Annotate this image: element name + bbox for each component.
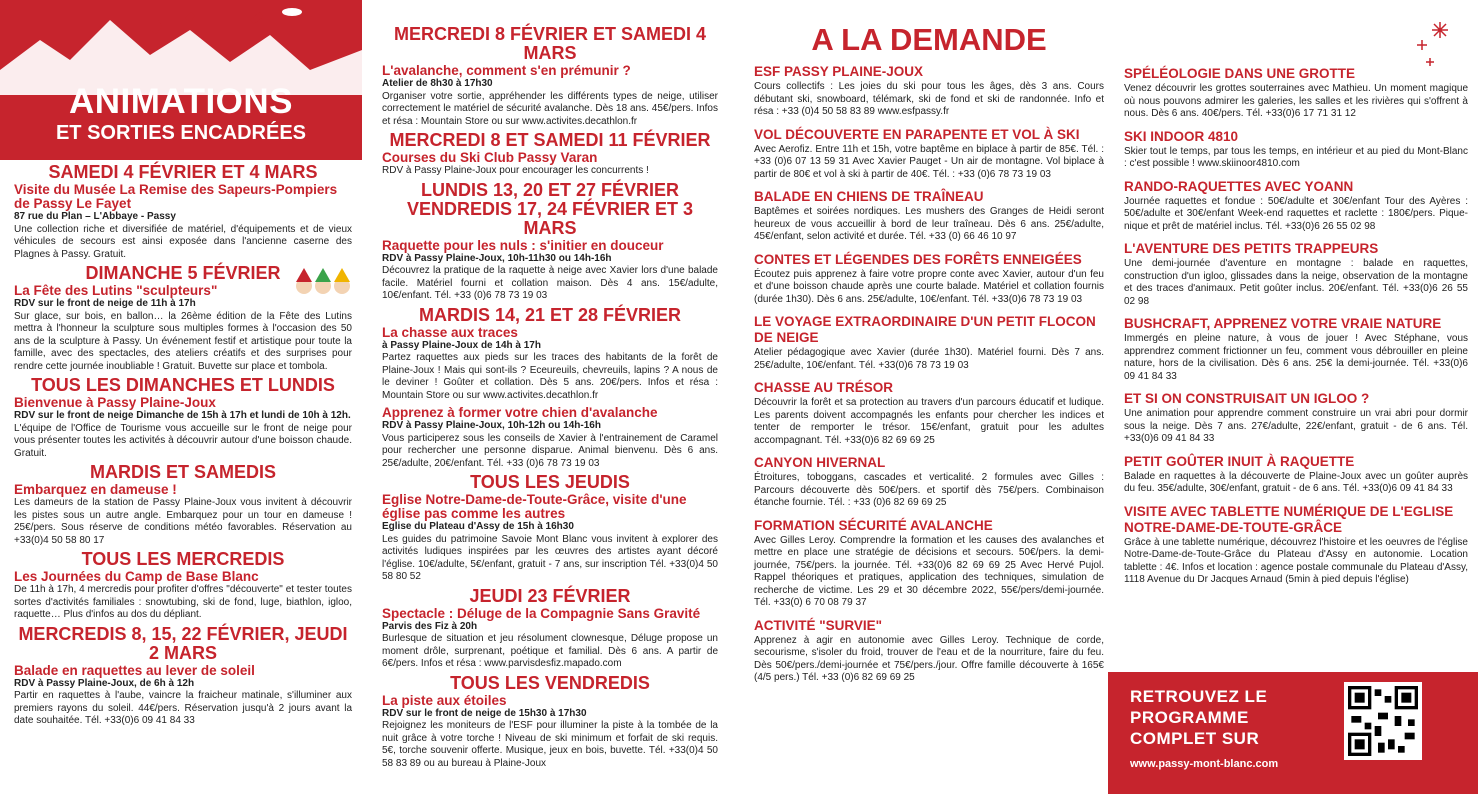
event-block <box>382 131 718 178</box>
activity-description: Étroitures, toboggans, cascades et verticalité. 2 formules avec Gilles : Parcours découverte dès 50€/pers. et sportif dès 75€/pers. Combinaison étanche fournie. Tél. : +33 (0)6 82 69 69 25 <box>754 472 1104 508</box>
activity-block <box>754 518 1104 610</box>
snowflake-icon <box>1410 18 1460 78</box>
activity-description: Balade en raquettes à la découverte de Plaine-Joux avec un goûter auprès du feu. 35€/adulte, 30€/enfant, gratuit - de 6 ans. Tél. +33(0)6 09 41 84 33 <box>1124 470 1468 494</box>
activity-description: Découvrir la forêt et sa protection au travers d'un parcours éducatif et ludique. Les parents doivent accompagnés les enfants pour chercher les indices et tenter de remporter le trésor. 15€/enfant, gratuit pour les adultes accompagnant. Tél. +33(0)6 82 69 69 25 <box>754 397 1104 446</box>
event-name: Les Journées du Camp de Base Blanc <box>14 569 259 584</box>
event-name: Spectacle : Déluge de la Compagnie Sans Gravité <box>382 605 701 621</box>
page-title: ANIMATIONS <box>68 82 294 121</box>
activity-block <box>1124 179 1468 234</box>
activity-block <box>1124 454 1468 496</box>
event-description: Découvrez la pratique de la raquette à neige avec Xavier lors d'une balade facile. Matériel fourni et collation maison. Dès 4 ans. 15€/adulte, 10€/enfant. Tél. +33 (0)6 78 73 19 03 <box>382 265 718 301</box>
activity-title: CONTES ET LÉGENDES DES FORÊTS ENNEIGÉES <box>754 251 1082 267</box>
website-link[interactable]: www.passy-mont-blanc.com <box>1130 758 1279 770</box>
event-date: MERCREDI 8 FÉVRIER ET SAMEDI 4 MARS <box>393 24 707 63</box>
activity-title: CHASSE AU TRÉSOR <box>754 380 894 395</box>
activity-description: Apprenez à agir en autonomie avec Gilles Leroy. Technique de corde, secourisme, s'isoler du froid, trouver de l'eau et de la nourriture, faire du feu. Dès 50€/pers./demi-journée et 75€/pers./jour. Offre famille découverte à 165€ (4/5 pers.) Tél. +33 (0)6 82 69 69 25 <box>754 634 1104 683</box>
event-description: Rejoignez les moniteurs de l'ESF pour illuminer la piste à la tombée de la nuit grâce à votre torche ! Niveau de ski minimum et forfait de ski requis. 5€, torche souvenir offerte. Musique, jeux en bois, buvette. Tél. +33(0)4 50 58 83 89 ou au bureau à Plaine-Joux <box>382 720 718 769</box>
event-location: 87 rue du Plan – L'Abbaye - Passy <box>14 211 176 222</box>
activity-description: Cours collectifs : Les joies du ski pour tous les âges, dès 3 ans. Cours débutant ski, snowboard, télémark, ski de fond et ski de randonnée. Info et résa : +33 (0)4 50 58 83 89 www.esfpassy.fr <box>754 81 1104 117</box>
event-date: LUNDIS 13, 20 ET 27 FÉVRIER VENDREDIS 17, 24 FÉVRIER ET 3 MARS <box>406 179 694 238</box>
event-description: Burlesque de situation et jeu résolument clownesque, Déluge propose un moment drôle, surprenant, poétique et familial. Dès 6 ans. A partir de 6€/pers. Infos et résa : www.parvisdesfiz.mapado.com <box>382 633 718 669</box>
activity-description: Skier tout le temps, par tous les temps, en intérieur et au pied du Mont-Blanc : c'est possible ! www.skiinoor4810.com <box>1124 145 1468 169</box>
event-date: MARDIS 14, 21 ET 28 FÉVRIER <box>418 304 682 325</box>
activity-title: FORMATION SÉCURITÉ AVALANCHE <box>754 517 993 533</box>
event-name: Balade en raquettes au lever de soleil <box>14 662 255 678</box>
event-date: TOUS LES MERCREDIS <box>81 549 285 569</box>
column-events-2 <box>370 0 722 794</box>
event-location: RDV sur le front de neige de 11h à 17h <box>14 298 196 309</box>
section-title: A LA DEMANDE <box>811 22 1047 57</box>
activity-description: Immergés en pleine nature, à vous de jouer ! Avec Stéphane, vous apprendrez comment frictionner un feu, comment vous débrouiller en pleine nature, hors de la civilisation. Dès 6 ans. 25€ la demi-journée. Tél. +33(0)6 09 41 84 33 <box>1124 333 1468 382</box>
promo-banner <box>1108 672 1478 794</box>
event-description: L'équipe de l'Office de Tourisme vous accueille sur le front de neige pour vous présenter toutes les activités à découvrir autour d'une boisson chaude. Gratuit. <box>14 422 352 459</box>
event-date: MERCREDIS 8, 15, 22 FÉVRIER, JEUDI 2 MARS <box>18 623 348 663</box>
qr-code-graphic <box>1348 686 1418 756</box>
activity-title: ET SI ON CONSTRUISAIT UN IGLOO ? <box>1124 391 1370 406</box>
page-subtitle: ET SORTIES ENCADRÉES <box>55 122 307 144</box>
event-block <box>382 587 718 671</box>
event-location: Parvis des Fiz à 20h <box>382 620 478 632</box>
activity-title: CANYON HIVERNAL <box>754 455 886 470</box>
event-date: TOUS LES JEUDIS <box>470 472 630 492</box>
event-name: Eglise Notre-Dame-de-Toute-Grâce, visite d'une église pas comme les autres <box>382 492 687 521</box>
event-name: La chasse aux traces <box>382 324 518 340</box>
activity-title: BALADE EN CHIENS DE TRAÎNEAU <box>754 189 984 204</box>
event-location: à Passy Plaine-Joux de 14h à 17h <box>382 339 541 351</box>
event-name: Raquette pour les nuls : s'initier en douceur <box>382 237 664 253</box>
event-date: DIMANCHE 5 FÉVRIER <box>85 263 281 283</box>
activity-title: VOL DÉCOUVERTE EN PARAPENTE ET VOL À SKI <box>754 126 1080 142</box>
event-block <box>382 181 718 303</box>
event-name: Apprenez à former votre chien d'avalanche <box>382 405 658 420</box>
activity-description: Avec Gilles Leroy. Comprendre la formation et les causes des avalanches et mettre en place une stratégie de décisions et secours. 50€/pers. la demi-journée, 75€/pers. la journée. Tél. +33(0)6 82 69 69 25 Avec Hervé Pujol. Rappel théoriques et pratiques, application des techniques, simulation de recherche de victime. Les 29 et 30 décembre 2022, 55€/pers/demi-journée. Tél. +33(0) 6 70 08 79 37 <box>754 534 1104 608</box>
activity-title: VISITE AVEC TABLETTE NUMÉRIQUE DE L'EGLISE NOTRE-DAME-DE-TOUTE-GRÂCE <box>1124 503 1454 535</box>
activity-block <box>754 127 1104 182</box>
event-name: Bienvenue à Passy Plaine-Joux <box>14 395 216 410</box>
activity-description: Une animation pour apprendre comment construire un vrai abri pour dormir sous la neige. Dès 7 ans. 27€/adulte, 22€/enfant, gratuit - de 6 ans. Tél. +33(0)6 09 41 84 33 <box>1124 408 1468 444</box>
activity-block <box>1124 241 1468 308</box>
event-block <box>14 163 352 261</box>
event-date: SAMEDI 4 FÉVRIER ET 4 MARS <box>48 162 318 182</box>
activity-title: LE VOYAGE EXTRAORDINAIRE D'UN PETIT FLOCON DE NEIGE <box>754 314 1096 345</box>
event-name: La piste aux étoiles <box>382 692 507 708</box>
event-date: MERCREDI 8 ET SAMEDI 11 FÉVRIER <box>389 130 711 150</box>
activity-description: Venez découvrir les grottes souterraines avec Mathieu. Un moment magique où nous pouvons admirer les galeries, les salles et les rivières qui s'offrent à nous. Dès 6 ans. 40€/pers. Tél. +33(0)6 17 71 31 12 <box>1124 83 1468 119</box>
activity-title: PETIT GOÛTER INUIT À RAQUETTE <box>1124 453 1355 469</box>
activity-block <box>754 618 1104 685</box>
event-block <box>382 406 718 470</box>
event-block <box>382 306 718 403</box>
event-name: Embarquez en dameuse ! <box>14 482 177 497</box>
column-a-la-demande-2 <box>1112 0 1478 672</box>
event-location: Atelier de 8h30 à 17h30 <box>382 78 493 89</box>
header-banner <box>0 0 362 160</box>
activity-block <box>754 64 1104 119</box>
activity-block <box>754 189 1104 244</box>
event-block <box>382 674 718 771</box>
event-description: Partez raquettes aux pieds sur les traces des habitants de la forêt de Plaine-Joux ! Mais qui sont-ils ? Eceureuils, chevreuils, lapins ? A nous de le deviner ! Goûter et collation. Dès 5 ans. 20€/pers. Infos et résa : Mountain Store ou sur www.activites.decathlon.fr <box>382 352 718 401</box>
event-date: TOUS LES VENDREDIS <box>450 672 650 693</box>
activity-description: Atelier pédagogique avec Xavier (durée 1h30). Matériel fourni. Dès 7 ans. 25€/adulte, 10€/enfant. Tél. +33(0)6 78 73 19 03 <box>754 347 1104 371</box>
activity-block <box>754 252 1104 307</box>
column-a-la-demande <box>740 0 1108 794</box>
event-block <box>14 550 352 622</box>
event-description: De 11h à 17h, 4 mercredis pour profiter d'offres "découverte" et tester toutes sortes d'activités familiales : snowtubing, ski de fond, luge, biathlon, igloo, raquette… Plus d'infos au dos du dépliant. <box>14 584 352 620</box>
activity-description: Grâce à une tablette numérique, découvrez l'histoire et les oeuvres de l'église Notre-Dame-de-Toute-Grâce du Plateau d'Assy en autonomie. Location tablette : 4€. Infos et location : agence postale communale du Plateau d'Assy, 1118 Avenue du Dr Jacques Arnaud (5min à pied depuis l'église) <box>1124 536 1468 585</box>
activity-title: RANDO-RAQUETTES AVEC YOANN <box>1124 178 1354 194</box>
event-location: RDV à Passy Plaine-Joux, de 6h à 12h <box>14 677 195 689</box>
activity-block <box>1124 504 1468 587</box>
event-description: Partir en raquettes à l'aube, vaincre la fraicheur matinale, s'illuminer aux premiers rayons du soleil. 44€/pers. Réservation jusqu'à 2 jours avant la date souhaitée. Tél. +33(0)6 09 41 84 33 <box>14 690 352 726</box>
activity-title: ACTIVITÉ "SURVIE" <box>754 617 883 633</box>
event-location: RDV à Passy Plaine-Joux, 10h-12h ou 14h-16h <box>382 420 601 431</box>
event-block <box>14 463 352 547</box>
event-block <box>14 376 352 460</box>
event-block <box>14 625 352 728</box>
activity-description: Une demi-journée d'aventure en montagne : balade en raquettes, construction d'un igloo, glissades dans la neige, observation de la montagne et des traces d'animaux. Petit goûter inclus. 20€/enfant. Tél. +33(0)6 26 55 02 98 <box>1124 258 1468 307</box>
event-block <box>382 473 718 584</box>
event-description: Organiser votre sortie, appréhender les différents types de neige, utiliser correctement le matériel de sécurité avalanche. Dès 18 ans. 45€/pers. Infos et résa : Mountain Store ou sur www.activites.decathlon.fr <box>382 90 718 127</box>
event-location: Eglise du Plateau d'Assy de 15h à 16h30 <box>382 521 574 532</box>
column-animations <box>0 0 362 794</box>
activity-title: SKI INDOOR 4810 <box>1124 128 1239 144</box>
event-description: RDV à Passy Plaine-Joux pour encourager les concurrents ! <box>382 165 649 176</box>
event-name: L'avalanche, comment s'en prémunir ? <box>382 63 631 78</box>
activity-description: Journée raquettes et fondue : 50€/adulte et 30€/enfant Tour des Ayères : 50€/adulte et 30€/enfant Week-end raquettes et raclette : 180€/pers. Pique-nique et prêt de matériel inclus. Tél. +33(0)6 26 55 02 98 <box>1124 195 1468 232</box>
activity-title: ESF PASSY PLAINE-JOUX <box>754 64 924 79</box>
activity-block <box>1124 316 1468 383</box>
event-description: Les guides du patrimoine Savoie Mont Blanc vous invitent à explorer des activités ludiques inspirées par les œuvres des artistes ayant décoré l'église. 10€/adulte, 5€/enfant, gratuit - 7 ans, sur inscription Tél. +33(0)4 50 58 80 52 <box>382 533 718 582</box>
promo-text: RETROUVEZ LE PROGRAMME COMPLET SUR <box>1130 687 1268 748</box>
event-name: La Fête des Lutins "sculpteurs" <box>14 283 218 298</box>
activity-block <box>1124 129 1468 171</box>
event-location: RDV à Passy Plaine-Joux, 10h-11h30 ou 14h-16h <box>382 252 612 264</box>
event-block <box>382 25 718 128</box>
activity-block <box>754 314 1104 372</box>
activity-description: Baptêmes et soirées nordiques. Les mushers des Granges de Heidi seront heureux de vous accueillir à bord de leur traîneau. Dès 6 ans. 25€/adulte, 45€/enfant, selon activité et durée. Tél. +33 (0) 66 46 10 97 <box>754 206 1104 242</box>
event-location: RDV sur le front de neige Dimanche de 15h à 17h et lundi de 10h à 12h. <box>14 410 351 421</box>
activity-block <box>754 380 1104 447</box>
activity-title: SPÉLÉOLOGIE DANS UNE GROTTE <box>1124 66 1356 81</box>
event-description: Les dameurs de la station de Passy Plaine-Joux vous invitent à découvrir les pistes sous un autre angle. Embarquez pour un tour en dameuse ! 25€/pers. Sous réserve de conditions météo favorables. Réservation au +33(0)4 50 58 80 17 <box>14 497 352 546</box>
event-name: Visite du Musée La Remise des Sapeurs-Pompiers de Passy Le Fayet <box>14 182 338 211</box>
event-description: Vous participerez sous les conseils de Xavier à l'entrainement de Caramel pour rechercher une personne disparue. Animal bienvenu. Dès 6 ans. 25€/adulte, 20€/enfant. Tél. +33 (0)6 78 73 19 03 <box>382 432 718 469</box>
qr-code-icon[interactable] <box>1344 682 1422 760</box>
activity-title: L'AVENTURE DES PETITS TRAPPEURS <box>1124 241 1379 256</box>
activity-description: Avec Aerofiz. Entre 11h et 15h, votre baptême en biplace à partir de 85€. Tél. : +33 (0)6 07 13 59 31 Avec Xavier Pauget - Un air de montagne. Vol biplace à partir de 80€ et vol à ski à partir de 40€. Tél. : +33 (0)6 78 73 19 03 <box>754 143 1104 180</box>
activity-block <box>1124 391 1468 446</box>
event-date: JEUDI 23 FÉVRIER <box>469 585 631 606</box>
event-description: Sur glace, sur bois, en ballon… la 26ème édition de la Fête des Lutins mettra à l'honneur la sculpture sous multiples formes à l'occasion des 50 ans de la sculpture à Passy. Un événement festif et artistique pour toute la famille, avec des spectacles, des ateliers créatifs et des surprises pour rendre cette journée inoubliable ! Gratuit. Buvette sur place et tombola. <box>14 310 352 372</box>
event-location: RDV sur le front de neige de 15h30 à 17h30 <box>382 707 587 719</box>
event-description: Une collection riche et diversifiée de matériel, d'équipements et de vieux véhicules de secours est ainsi exposée dans l'ancienne caserne des Plagnes à Passy. Gratuit. <box>14 223 352 260</box>
activity-title: BUSHCRAFT, APPRENEZ VOTRE VRAIE NATURE <box>1124 316 1442 331</box>
activity-block <box>754 455 1104 510</box>
event-date: TOUS LES DIMANCHES ET LUNDIS <box>31 375 335 395</box>
event-name: Courses du Ski Club Passy Varan <box>382 150 598 165</box>
activity-description: Écoutez puis apprenez à faire votre propre conte avec Xavier, autour d'un feu et d'une boisson chaude après une courte balade. Matériel et collation fournis (durée 1h30). Dès 6 ans. 25€/adulte, 10€/enfant. Tél. +33(0)6 78 73 19 03 <box>754 268 1104 305</box>
event-date: MARDIS ET SAMEDIS <box>89 462 276 482</box>
lutins-illustration <box>292 266 354 300</box>
